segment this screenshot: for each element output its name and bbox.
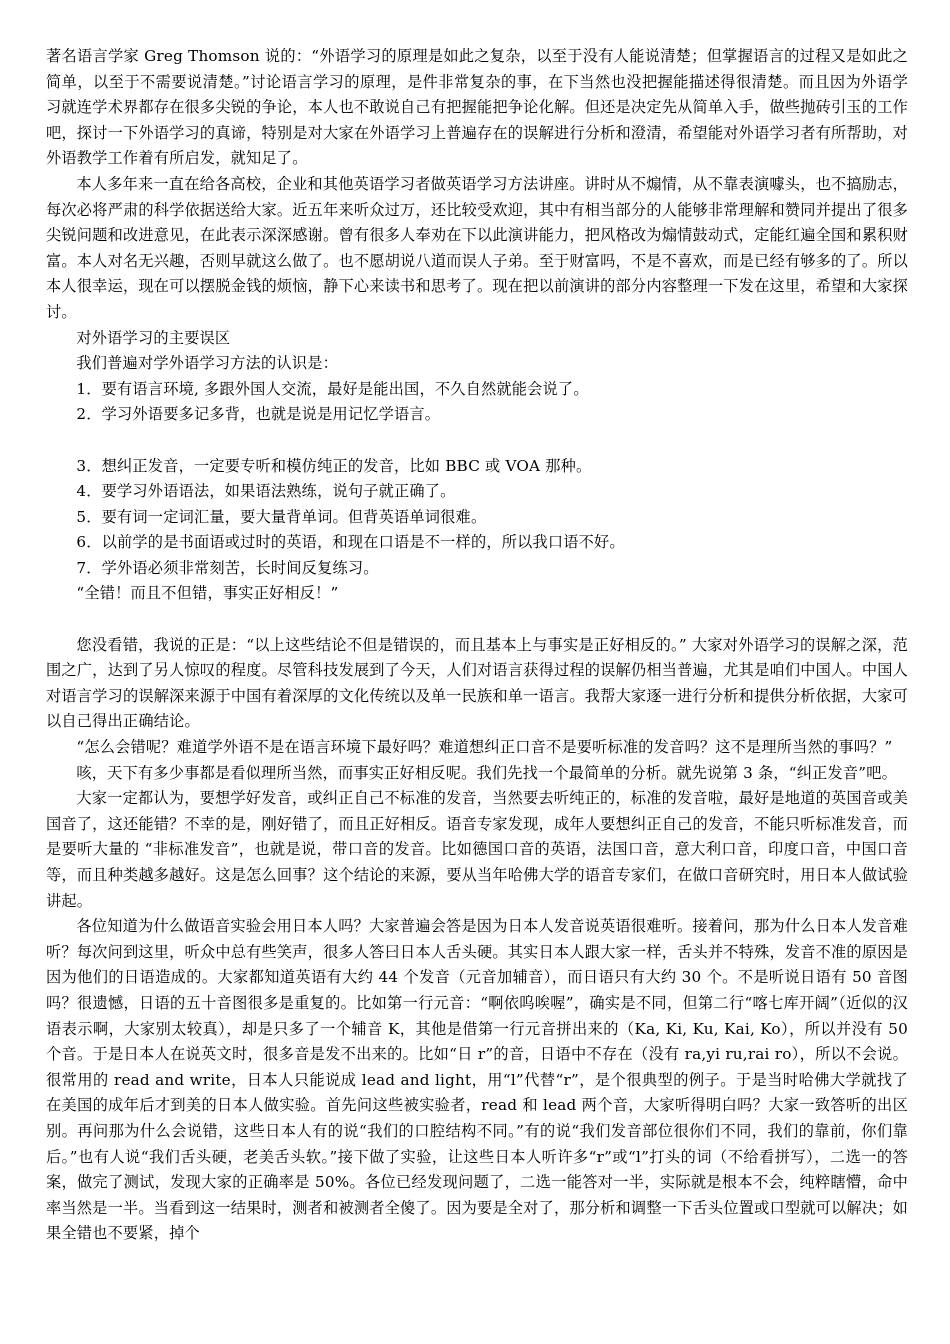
paragraph: 本人多年来一直在给各高校，企业和其他英语学习者做英语学习方法讲座。讲时从不煽情，从不靠表演噱头，也不搞励志，每次必将严肃的科学依据送给大家。近五年来听众过万，还比较受欢迎，其中有相当部分的人能够非常理解和赞同并提出了很多尖锐问题和改进意见，在此表示深深感谢。曾有很多人奉劝在下以此演讲能力，把风格改为煽情鼓动式，定能红遍全国和累积财富。本人对名无兴趣，否则早就这么做了。也不愿胡说八道而误人子弟。至于财富吗，不是不喜欢，而是已经有够多的了。所以本人很幸运，现在可以摆脱金钱的烦恼，静下心来读书和思考了。现在把以前演讲的部分内容整理一下发在这里，希望和大家探讨。 (46, 174, 908, 321)
blank-line (46, 428, 908, 454)
paragraph: 著名语言学家 Greg Thomson 说的：“外语学习的原理是如此之复杂，以至于没有人能说清楚；但掌握语言的过程又是如此之简单，以至于不需要说清楚。”讨论语言学习的原理，是件非常复杂的事，在下当然也没把握能描述得很清楚。而且因为外语学习就连学术界都存在很多尖锐的争论，本人也不敢说自己有把握能把争论化解。但还是决定先从简单入手，做些抛砖引玉的工作吧，探讨一下外语学习的真谛，特别是对大家在外语学习上普遍存在的误解进行分析和澄清，希望能对外语学习者有所帮助，对外语教学工作着有所启发，就知足了。 (46, 47, 908, 168)
paragraph: 2．学习外语要多记多背，也就是说是用记忆学语言。 (76, 405, 441, 424)
paragraph: 我们普遍对学外语学习方法的认识是： (76, 354, 338, 373)
paragraph: “怎么会错呢？难道学外语不是在语言环境下最好吗？难道想纠正口音不是要听标准的发音吗？这不是理所当然的事吗？” (76, 738, 893, 757)
paragraph: 各位知道为什么做语音实验会用日本人吗？大家普遍会答是因为日本人发音说英语很难听。接着问，那为什么日本人发音难听？每次问到这里，听众中总有些笑声，很多人答曰日本人舌头硬。其实日本人跟大家一样，舌头并不特殊，发音不准的原因是因为他们的日语造成的。大家都知道英语有大约 44 个发音（元音加辅音），而日语只有大约 30 个。不是听说日语有 50 音图吗？很遗憾，日语的五十音图很多是重复的。比如第一行元音：“啊依呜唉喔”，确实是不同，但第二行“喀七库开阔”（近似的汉语表示啊，大家别太较真），却是只多了一个辅音 K，其他是借第一行元音拼出来的（Ka, Ki, Ku, Kai, Ko），所以并没有 50 个音。于是日本人在说英文时，很多音是发不出来的。比如“日 r”的音，日语中不存在（没有 ra,yi ru,rai ro），所以不会说。很常用的 read and write，日本人只能说成 lead and light，用“l”代替“r”，是个很典型的例子。于是当时哈佛大学就找了在美国的成年后才到美的日本人做实验。首先问这些被实验者，read 和 lead 两个音，大家听得明白吗？大家一致答听的出区别。再问那为什么会说错，这些日本人有的说“我们的口腔结构不同。”有的说“我们发音部位很你们不同，我们的靠前，你们靠后。”也有人说“我们舌头硬，老美舌头软。”接下做了实验，让这些日本人听许多“r”或“l”打头的词（不给看拼写），二选一的答案，做完了测试，发现大家的正确率是 50%。各位已经发现问题了，二选一能答对一半，实际就是根本不会，纯粹瞎懵，命中率当然是一半。当看到这一结果时，测者和被测者全傻了。因为要是全对了，那分析和调整一下舌头位置或口型就可以解决；如果全错也不要紧，掉个 (46, 917, 908, 1243)
paragraph: “全错！而且不但错，事实正好相反！” (76, 584, 339, 603)
paragraph: 3．想纠正发音，一定要专听和模仿纯正的发音，比如 BBC 或 VOA 那种。 (76, 456, 592, 475)
paragraph: 6．以前学的是书面语或过时的英语，和现在口语是不一样的，所以我口语不好。 (76, 533, 625, 552)
paragraph: 5．要有词一定词汇量，要大量背单词。但背英语单词很难。 (76, 507, 487, 526)
paragraph: 4．要学习外语语法，如果语法熟练，说句子就正确了。 (76, 482, 456, 501)
document-body (46, 44, 908, 1247)
paragraph: 对外语学习的主要误区 (76, 328, 231, 347)
paragraph: 1．要有语言环境, 多跟外国人交流，最好是能出国，不久自然就能会说了。 (76, 379, 589, 398)
paragraph: 您没看错，我说的正是：“以上这些结论不但是错误的，而且基本上与事实是正好相反的。” 大家对外语学习的误解之深，范围之广，达到了另人惊叹的程度。尽管科技发展到了今天，人们对语言获得过程的误解仍相当普遍，尤其是咱们中国人。中国人对语言学习的误解深来源于中国有着深厚的文化传统以及单一民族和单一语言。我帮大家逐一进行分析和提供分析依据，大家可以自己得出正确结论。 (46, 635, 908, 731)
paragraph: 7．学外语必须非常刻苦，长时间反复练习。 (76, 558, 379, 577)
blank-line (46, 607, 908, 633)
paragraph: 大家一定都认为，要想学好发音，或纠正自己不标准的发音，当然要去听纯正的，标准的发音啦，最好是地道的英国音或美国音了，这还能错？不幸的是，刚好错了，而且正好相反。语音专家发现，成年人要想纠正自己的发音，不能只听标准发音，而是要听大量的 “非标准发音”，也就是说，带口音的发音。比如德国口音的英语，法国口音，意大利口音，印度口音，中国口音等，而且种类越多越好。这是怎么回事？这个结论的来源，要从当年哈佛大学的语音专家们，在做口音研究时，用日本人做试验讲起。 (46, 789, 908, 910)
paragraph: 咳，天下有多少事都是看似理所当然，而事实正好相反呢。我们先找一个最简单的分析。就先说第 3 条，“纠正发音”吧。 (76, 763, 897, 782)
